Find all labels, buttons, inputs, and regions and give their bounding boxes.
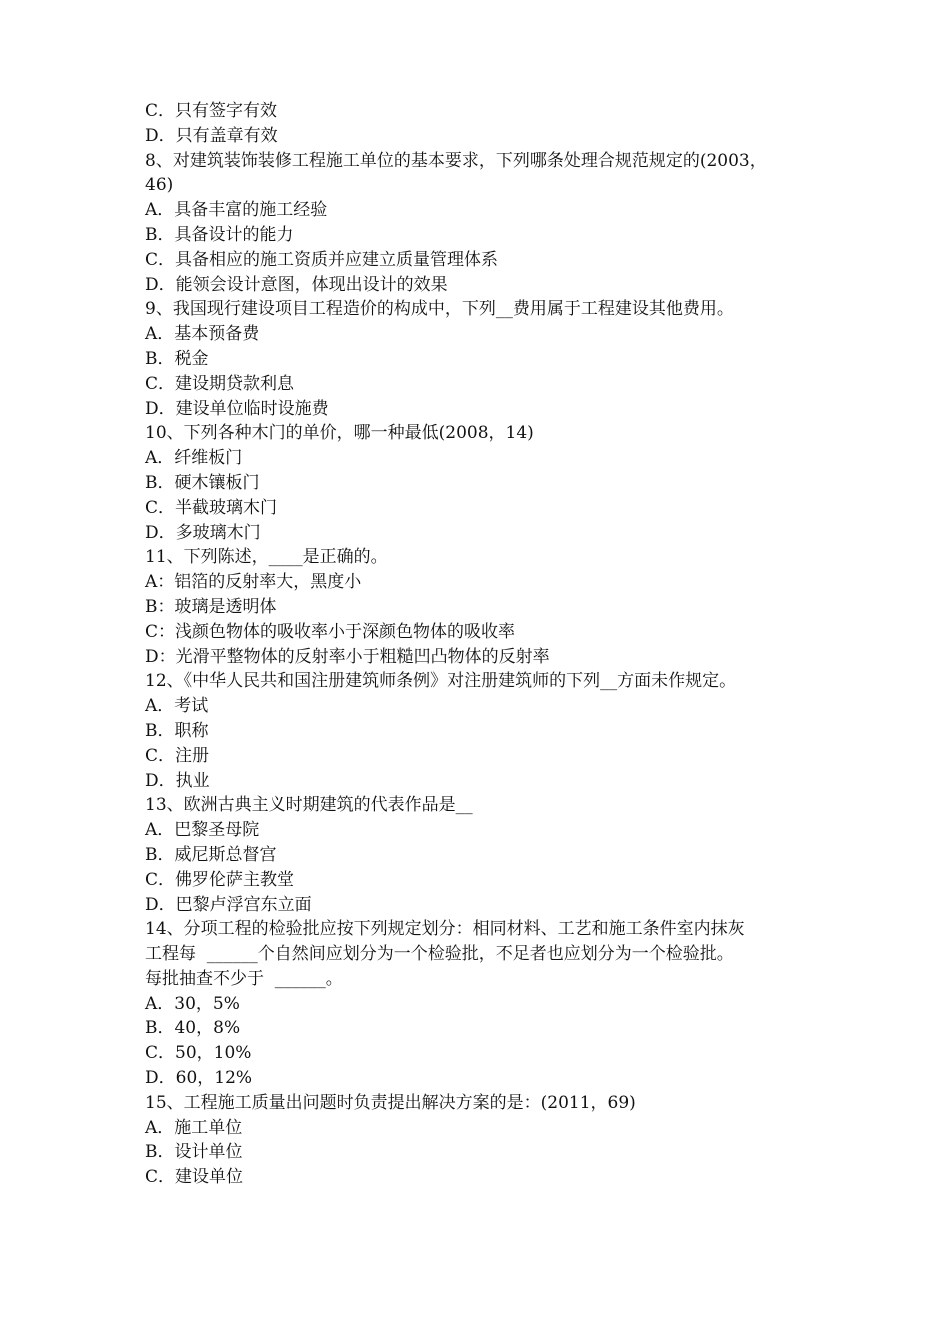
answer-option: A．纤维板门 — [145, 448, 243, 469]
answer-option: B．设计单位 — [145, 1142, 243, 1163]
answer-option: D．能领会设计意图，体现出设计的效果 — [145, 274, 448, 295]
answer-option: B．40，8% — [145, 1018, 241, 1039]
question-text: 每批抽查不少于 ______。 — [145, 968, 343, 989]
answer-option: B．硬木镶板门 — [145, 472, 260, 493]
answer-option: B．职称 — [145, 720, 209, 741]
answer-option: A．具备丰富的施工经验 — [145, 200, 328, 221]
answer-option: B．具备设计的能力 — [145, 224, 294, 245]
answer-option: D．多玻璃木门 — [145, 522, 261, 543]
answer-option: C．注册 — [145, 745, 210, 766]
answer-option: D．60，12% — [145, 1068, 253, 1089]
answer-option: C．具备相应的施工资质并应建立质量管理体系 — [145, 249, 499, 270]
answer-option: D：光滑平整物体的反射率小于粗糙凹凸物体的反射率 — [145, 646, 550, 667]
answer-option: B：玻璃是透明体 — [145, 596, 277, 617]
answer-option: C．半截玻璃木门 — [145, 497, 278, 518]
answer-option: C．50，10% — [145, 1043, 252, 1064]
answer-option: D．执业 — [145, 770, 210, 791]
question-text: 15、工程施工质量出问题时负责提出解决方案的是：(2011，69) — [145, 1092, 636, 1113]
answer-option: D．只有盖章有效 — [145, 125, 278, 146]
question-text: 工程每 ______个自然间应划分为一个检验批，不足者也应划分为一个检验批。 — [145, 944, 734, 965]
answer-option: B．威尼斯总督宫 — [145, 844, 277, 865]
answer-option: C：浅颜色物体的吸收率小于深颜色物体的吸收率 — [145, 621, 516, 642]
question-text: 9、我国现行建设项目工程造价的构成中，下列__费用属于工程建设其他费用。 — [145, 299, 734, 320]
answer-option: C．只有签字有效 — [145, 101, 278, 121]
question-text: 10、下列各种木门的单价，哪一种最低(2008，14) — [145, 423, 534, 444]
question-text: 46) — [145, 175, 174, 196]
answer-option: A．30，5% — [145, 993, 240, 1014]
answer-option: A．基本预备费 — [145, 324, 260, 345]
answer-option: A．巴黎圣母院 — [145, 820, 260, 841]
answer-option: A：铝箔的反射率大，黑度小 — [145, 572, 362, 593]
answer-option: A．施工单位 — [145, 1117, 243, 1138]
answer-option: B．税金 — [145, 348, 209, 369]
answer-option: C．建设单位 — [145, 1167, 244, 1188]
question-text: 12、《中华人民共和国注册建筑师条例》对注册建筑师的下列__方面未作规定。 — [145, 671, 737, 692]
question-text: 14、分项工程的检验批应按下列规定划分：相同材料、工艺和施工条件室内抹灰 — [145, 919, 745, 940]
answer-option: A．考试 — [145, 696, 209, 717]
question-text: 8、对建筑装饰装修工程施工单位的基本要求，下列哪条处理合规范规定的(2003， — [145, 150, 767, 171]
question-text: 13、欧洲古典主义时期建筑的代表作品是__ — [145, 795, 473, 816]
answer-option: C．佛罗伦萨主教堂 — [145, 869, 295, 890]
document-body — [145, 99, 815, 1190]
answer-option: D．建设单位临时设施费 — [145, 398, 329, 419]
answer-option: D．巴黎卢浮宫东立面 — [145, 894, 312, 915]
answer-option: C．建设期贷款利息 — [145, 373, 295, 394]
question-text: 11、下列陈述，____是正确的。 — [145, 547, 388, 568]
